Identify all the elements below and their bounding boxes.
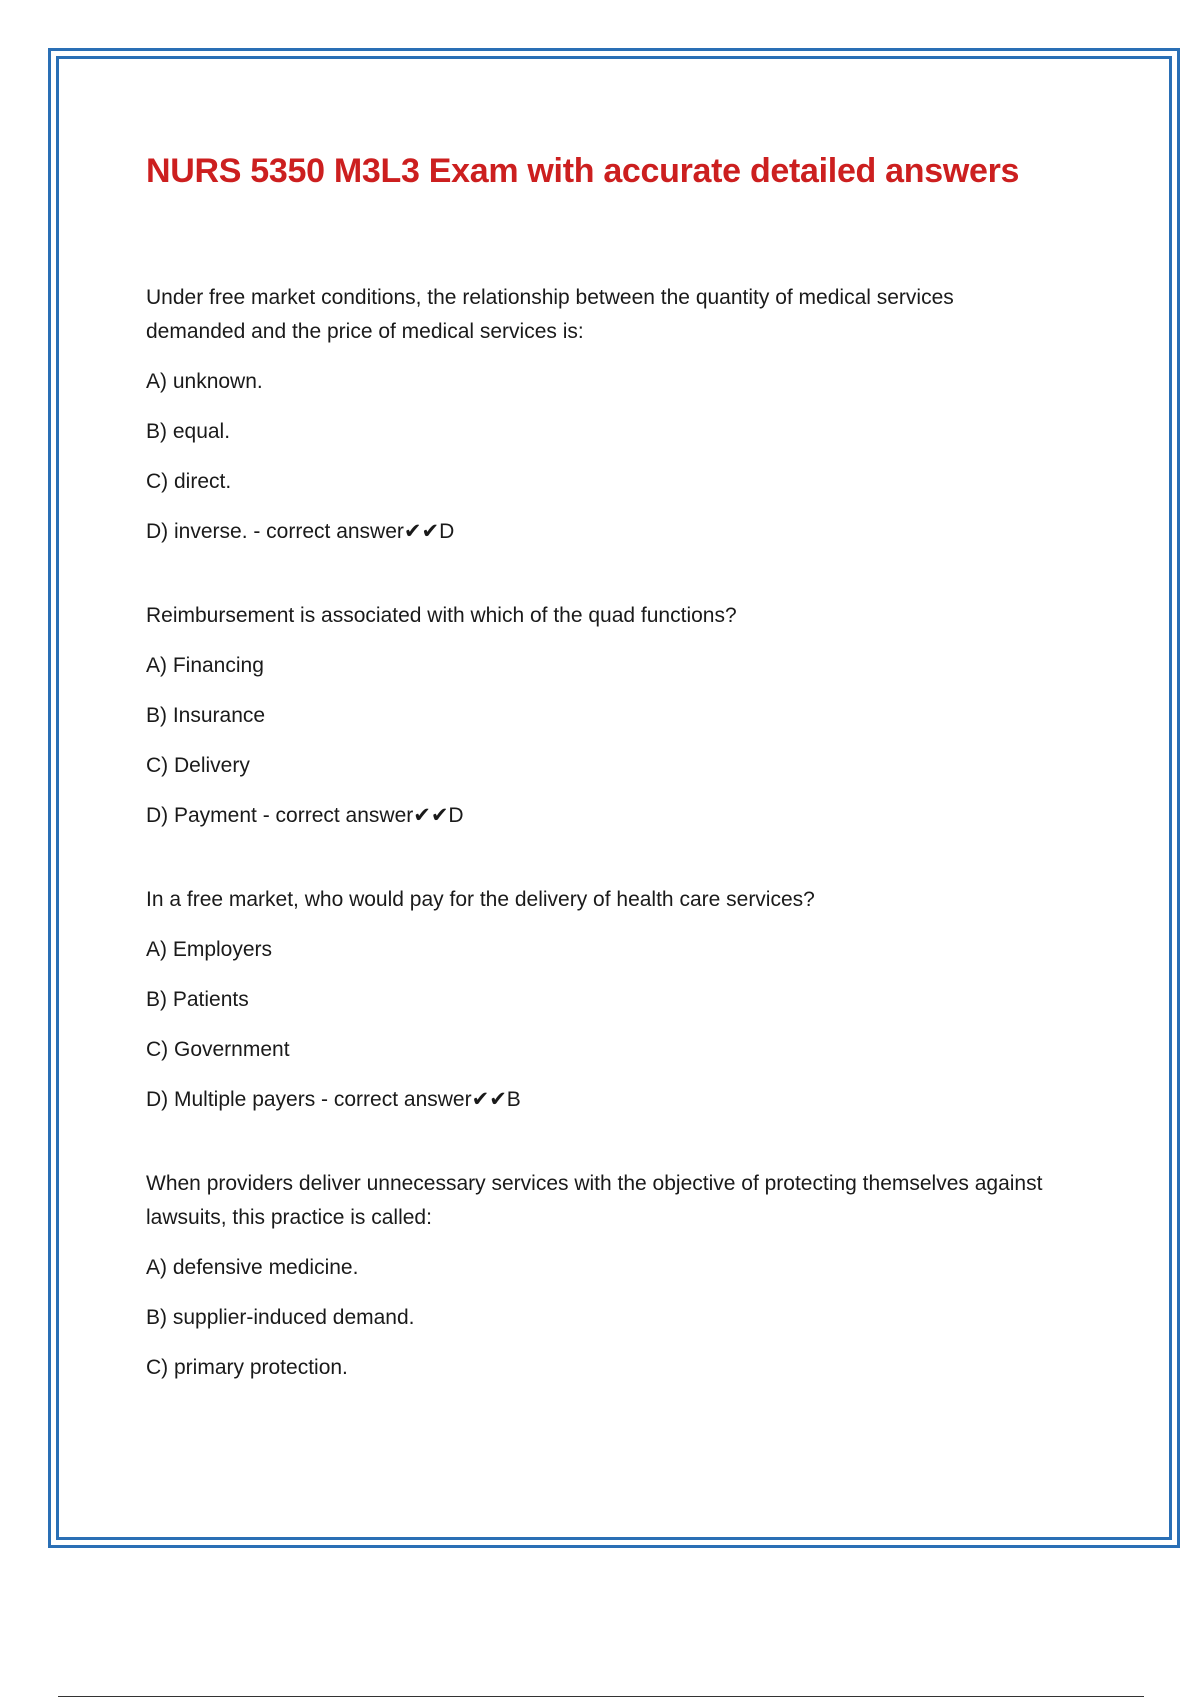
answer-option-c: C) Delivery	[146, 754, 250, 777]
footer-divider	[58, 1696, 1144, 1697]
answer-option-c: C) Government	[146, 1038, 290, 1061]
answer-option-d-correct: D) Payment - correct answer✔✔D	[146, 804, 464, 827]
answer-option-a: A) defensive medicine.	[146, 1256, 359, 1279]
answer-option-a: A) Employers	[146, 938, 273, 961]
question-2	[146, 599, 1046, 833]
answer-option-a: A) Financing	[146, 654, 264, 677]
answer-option-b: B) Insurance	[146, 704, 266, 727]
answer-option-d-correct: D) Multiple payers - correct answer✔✔B	[146, 1088, 521, 1111]
question-1	[146, 281, 1046, 549]
question-text: In a free market, who would pay for the delivery of health care services?	[146, 888, 815, 911]
answer-option-b: B) equal.	[146, 420, 231, 443]
document-title: NURS 5350 M3L3 Exam with accurate detailed answers	[146, 152, 1020, 190]
question-text: Under free market conditions, the relationship between the quantity of medical services demanded and the price of medical services is:	[146, 286, 954, 343]
answer-option-c: C) primary protection.	[146, 1356, 348, 1379]
document-content	[146, 145, 1046, 1435]
question-3	[146, 883, 1046, 1117]
question-text: When providers deliver unnecessary services with the objective of protecting themselves against lawsuits, this practice is called:	[146, 1172, 1043, 1229]
answer-option-b: B) supplier-induced demand.	[146, 1306, 415, 1329]
answer-option-c: C) direct.	[146, 470, 232, 493]
question-text: Reimbursement is associated with which of the quad functions?	[146, 604, 737, 627]
question-4	[146, 1167, 1046, 1385]
question-list	[146, 281, 1046, 1385]
answer-option-d-correct: D) inverse. - correct answer✔✔D	[146, 520, 455, 543]
answer-option-b: B) Patients	[146, 988, 249, 1011]
answer-option-a: A) unknown.	[146, 370, 263, 393]
